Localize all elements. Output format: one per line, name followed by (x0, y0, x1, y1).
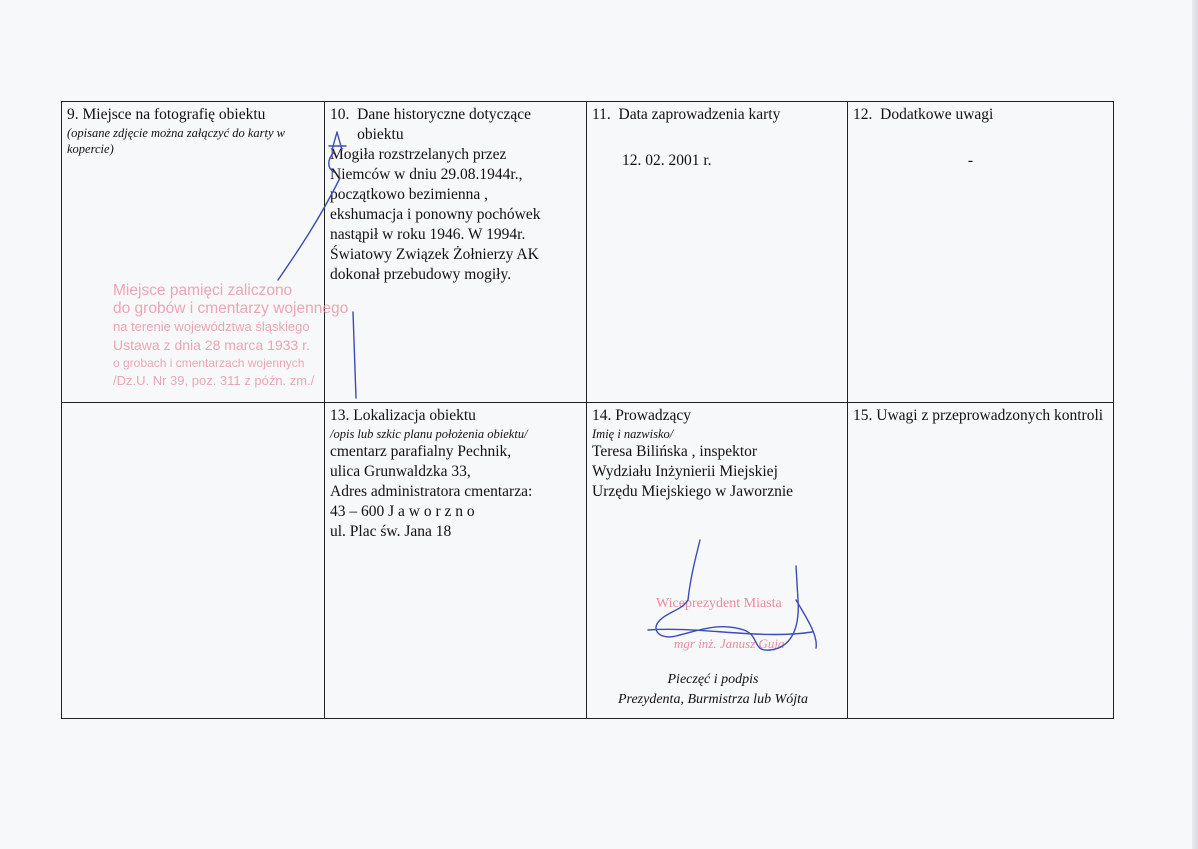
stamp-line: o grobach i cmentarzach wojennych (113, 356, 305, 370)
stamp-line: do grobów i cmentarzy wojennego (113, 300, 349, 317)
cell-header: 11. Data zaprowadzenia karty (592, 106, 781, 123)
cell-header: 9. Miejsce na fotografię obiektu (67, 106, 266, 123)
cell-card-date (587, 102, 848, 403)
cell-subheader: /opis lub szkic planu położenia obiektu/ (330, 427, 528, 441)
cell-empty (62, 403, 325, 719)
cell-historical-data (325, 102, 587, 403)
signature-caption-line: Pieczęć i podpis (667, 672, 759, 687)
cell-subheader: (opisane zdjęcie można załączyć do karty w kopercie) (67, 126, 286, 156)
memorial-stamp (113, 282, 363, 390)
stamp-line: Miejsce pamięci zaliczono (113, 282, 293, 299)
cell-body: Mogiła rozstrzelanych przez Niemców w dniu 29.08.1944r., początkowo bezimienna , ekshumacja i ponowny pochówek nastąpił w roku 1946. W 1994r. Światowy Związek Żołnierzy AK dokonał przebudowy mogiły. (330, 146, 541, 283)
stamp-line: Ustawa z dnia 28 marca 1933 r. (113, 337, 310, 353)
stamp-line: na terenie województwa śląskiego (113, 319, 310, 334)
cell-header: 13. Lokalizacja obiektu (330, 407, 476, 424)
cell-inspection-notes (848, 403, 1114, 719)
signature-area (588, 540, 838, 720)
signature-stamp-title: Wiceprezydent Miasta (656, 596, 782, 611)
cell-header: 14. Prowadzący (592, 407, 691, 424)
cell-subheader: Imię i nazwisko/ (592, 427, 674, 441)
cell-additional-notes (848, 102, 1114, 403)
card-date-value: 12. 02. 2001 r. (622, 152, 712, 169)
cell-location (325, 403, 587, 719)
cell-body: Teresa Bilińska , inspektor Wydziału Inżynierii Miejskiej Urzędu Miejskiego w Jaworznie (592, 443, 794, 500)
signature-caption (588, 670, 838, 710)
signature-caption-line: Prezydenta, Burmistrza lub Wójta (617, 692, 809, 707)
cell-body: cmentarz parafialny Pechnik, ulica Grunwaldzka 33, Adres administratora cmentarza: 43 – 600 J a w o r z n o ul. Plac św. Jana 18 (330, 443, 533, 540)
cell-header: 15. Uwagi z przeprowadzonych kontroli (853, 407, 1104, 424)
cell-header: 12. Dodatkowe uwagi (853, 106, 994, 123)
additional-notes-value: - (967, 152, 974, 169)
stamp-line: /Dz.U. Nr 39, poz. 311 z późn. zm./ (113, 373, 315, 388)
cell-header: 10. Dane historyczne dotyczące obiektu (330, 106, 531, 143)
signature-stamp-name: mgr inż. Janusz Guja (674, 636, 785, 651)
scan-edge (1192, 0, 1198, 849)
